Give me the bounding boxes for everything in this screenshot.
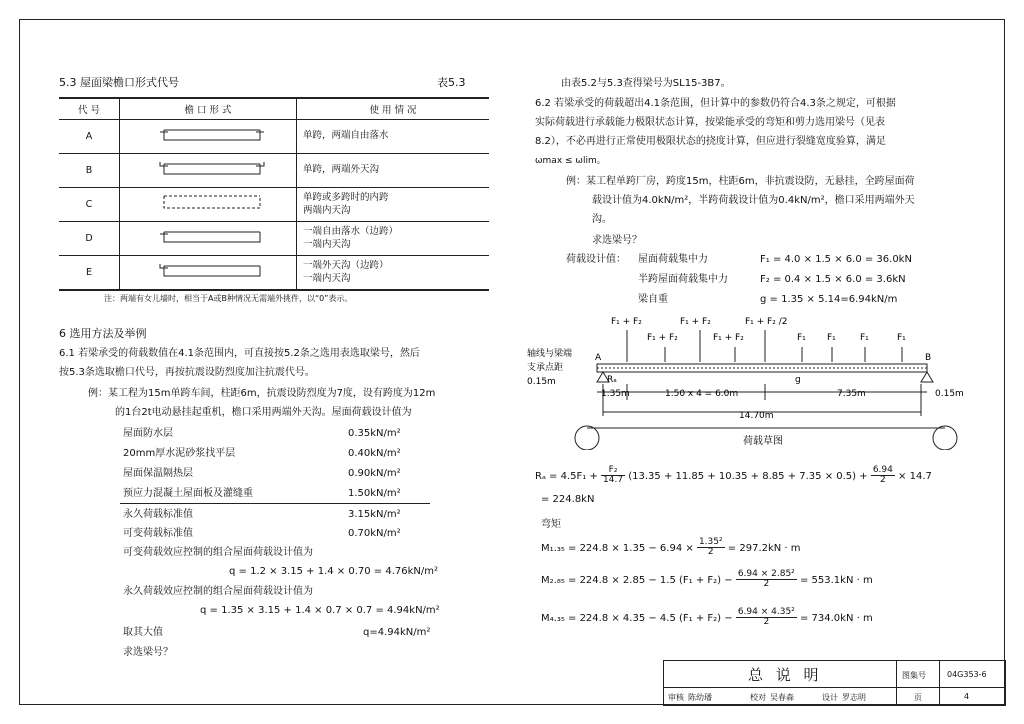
comb2-label: 永久荷载效应控制的组合屋面荷载设计值为 (123, 586, 313, 597)
dim-7-35: 7.35m (837, 389, 866, 399)
denominator: 2 (763, 579, 770, 590)
fraction (736, 570, 797, 590)
row-usage (297, 188, 490, 222)
usage-line: 单跨或多跨时的内跨 (303, 192, 389, 204)
g-label: 梁自重 (638, 294, 668, 305)
eq-part: × 14.7 (898, 470, 932, 482)
denominator: 2 (707, 547, 714, 558)
tb-check-name: 吴春森 (770, 693, 794, 702)
tb-design-label: 设计 (822, 693, 838, 702)
eave-sketch (120, 256, 297, 291)
comb2-equation: q = 1.35 × 3.15 + 1.4 × 0.7 × 0.7 = 4.94kN/m² (200, 605, 440, 616)
axis-circle-left (575, 426, 599, 450)
title-block (663, 660, 1006, 706)
ex2-line1: 例：某工程单跨厂房，跨度15m，柱距6m，非抗震设防，无悬挂，全跨屋面荷 (566, 176, 915, 187)
left-dim: 0.15m (527, 377, 556, 387)
f2-label: 半跨屋面荷载集中力 (638, 274, 728, 285)
tb-design-name: 罗志明 (842, 693, 866, 702)
force-label: F₁ + F₂ /2 (745, 317, 788, 327)
fraction (871, 466, 895, 486)
load-label: 预应力混凝土屋面板及灌缝重 (123, 488, 253, 499)
load-label: 20mm厚水泥砂浆找平层 (123, 448, 236, 459)
p62-line4: ωmax ≤ ωlim。 (535, 156, 606, 166)
tb-review-name: 陈幼璠 (688, 693, 712, 702)
diagram-caption: 荷载草图 (743, 436, 783, 447)
table-header-row (59, 98, 489, 120)
row-code: B (59, 154, 120, 188)
max-value: q=4.94kN/m² (363, 627, 431, 638)
force-label: F₁ (797, 333, 806, 343)
row-usage (297, 256, 490, 291)
example-line2: 的1台2t电动悬挂起重机，檐口采用两端外天沟。屋面荷载设计值为 (115, 407, 412, 418)
eave-sketch-c (120, 188, 296, 218)
table-note: 注：两端有女儿墙时，相当于A或B种情况无需端外挑件，以“0”表示。 (104, 294, 353, 303)
load-diagram (525, 312, 980, 450)
table-row (59, 256, 489, 291)
max-label: 取其大值 (123, 627, 163, 638)
denominator: 14.7 (603, 475, 624, 486)
eave-sketch-e (120, 256, 296, 286)
eave-sketch (120, 154, 297, 188)
tb-check-label: 校对 (750, 693, 766, 702)
ask-line: 求选梁号？ (123, 647, 173, 658)
tb-title: 总 说 明 (748, 666, 823, 684)
sum-divider (120, 503, 430, 504)
eq-part: = 734.0kN · m (799, 612, 873, 624)
p62-line2: 实际荷载进行承载能力极限状态计算，按梁能承受的弯矩和剪力选用梁号（见表 (535, 117, 885, 128)
force-label: F₁ + F₂ (713, 333, 744, 343)
table-number: 表5.3 (437, 76, 466, 89)
load-value: 0.40kN/m² (348, 448, 401, 459)
numerator: 6.94 × 2.85² (737, 569, 795, 579)
row-usage (297, 222, 490, 256)
support-b (921, 372, 933, 382)
eq-part: = 297.2kN · m (727, 542, 801, 554)
f1-equation: F₁ = 4.0 × 1.5 × 6.0 = 36.0kN (760, 254, 912, 265)
table-row (59, 222, 489, 256)
left-note-2: 支承点距 (527, 363, 564, 373)
tb-divider (896, 661, 897, 705)
dim-total: 14.70m (739, 411, 774, 421)
row-usage (297, 120, 490, 154)
table-row (59, 120, 489, 154)
numerator: F₂ (601, 466, 625, 476)
force-label: F₁ + F₂ (680, 317, 711, 327)
dim-1-35: 1.35m (601, 389, 630, 399)
var-label: 可变荷载标准值 (123, 528, 193, 539)
header-code: 代 号 (59, 98, 120, 120)
tb-page-no: 4 (964, 692, 970, 701)
f1-label: 屋面荷载集中力 (638, 254, 708, 265)
numerator: 1.35² (698, 537, 723, 547)
load-label: 屋面保温隔热层 (123, 468, 193, 479)
section-6-heading: 6 选用方法及举例 (59, 327, 147, 340)
eq-part: M₁.₃₅ = 224.8 × 1.35 − 6.94 × (541, 542, 694, 554)
numerator: 6.94 (872, 465, 893, 475)
var-value: 0.70kN/m² (348, 528, 401, 539)
f2-equation: F₂ = 0.4 × 1.5 × 6.0 = 3.6kN (760, 274, 906, 285)
eave-sketch-b (120, 154, 296, 184)
p62-line1: 6.2 若梁承受的荷载超出4.1条范围，但计算中的参数仍符合4.3条之规定，可根据 (535, 98, 896, 109)
usage-line: 一端内天沟 (303, 272, 351, 284)
row-code: C (59, 188, 120, 222)
p62-line3: 8.2），不必再进行正常使用极限状态的挠度计算，但应进行裂缝宽度验算，满足 (535, 136, 886, 147)
eave-sketch-d (120, 222, 296, 252)
ra-label: Rₐ (607, 375, 617, 385)
comb1-equation: q = 1.2 × 3.15 + 1.4 × 0.70 = 4.76kN/m² (229, 566, 439, 577)
force-label: F₁ + F₂ (611, 317, 642, 327)
force-label: F₁ (860, 333, 869, 343)
force-label: F₁ (827, 333, 836, 343)
denominator: 2 (879, 475, 886, 486)
tb-divider (939, 661, 940, 705)
eq-part: Rₐ = 4.5F₁ + (535, 470, 598, 482)
numerator: 6.94 × 4.35² (737, 607, 795, 617)
eave-sketch-a (120, 120, 296, 150)
row-code: E (59, 256, 120, 291)
right-line0: 由表5.2与5.3查得梁号为SL15-3B7。 (561, 78, 731, 89)
usage-line: 一端外天沟（边跨） (303, 260, 389, 272)
eq-part: = 553.1kN · m (799, 574, 873, 586)
tb-atlas-label: 图集号 (902, 671, 926, 680)
usage-line: 一端内天沟 (303, 238, 351, 250)
fraction (736, 608, 797, 628)
left-note-1: 轴线与梁端 (527, 349, 573, 359)
load-value: 0.35kN/m² (348, 428, 401, 439)
eq-part: M₂.₈₅ = 224.8 × 2.85 − 1.5 (F₁ + F₂) − (541, 574, 733, 586)
load-value: 1.50kN/m² (348, 488, 401, 499)
tb-page-label: 页 (914, 693, 922, 702)
eave-sketch (120, 188, 297, 222)
usage-line: 一端自由落水（边跨） (303, 226, 399, 238)
force-label: F₁ (897, 333, 906, 343)
load-value: 0.90kN/m² (348, 468, 401, 479)
ra-equation (535, 466, 932, 486)
example-line1: 例：某工程为15m单跨车间，柱距6m，抗震设防烈度为7度，设有跨度为12m (88, 388, 436, 399)
ra-result: = 224.8kN (541, 494, 595, 505)
section-5-3-title: 5.3 屋面梁檐口形式代号 (59, 76, 179, 89)
usage-line: 单跨，两端自由落水 (303, 130, 389, 142)
usage-line: 两端内天沟 (303, 204, 351, 216)
header-form: 檐 口 形 式 (120, 98, 297, 120)
eq-part: M₄.₃₅ = 224.8 × 4.35 − 4.5 (F₁ + F₂) − (541, 612, 733, 624)
p61-line1: 6.1 若梁承受的荷载数值在4.1条范围内，可直接按5.2条之选用表选取梁号，然后 (59, 348, 420, 359)
header-usage: 使 用 情 况 (297, 98, 490, 120)
usage-line: 单跨，两端外天沟 (303, 164, 380, 176)
tb-divider (664, 687, 1005, 688)
row-code: A (59, 120, 120, 154)
dim-mid: 1.50 x 4 = 6.0m (665, 389, 739, 399)
moment-label: 弯矩 (541, 519, 561, 530)
tb-review-label: 审核 (668, 693, 684, 702)
perm-value: 3.15kN/m² (348, 509, 401, 520)
m2-equation (541, 570, 873, 590)
fraction (601, 466, 625, 486)
table-row (59, 154, 489, 188)
table-row (59, 188, 489, 222)
m1-equation (541, 538, 801, 558)
row-code: D (59, 222, 120, 256)
fraction (697, 538, 725, 558)
ex2-ask: 求选梁号？ (592, 235, 642, 246)
m3-equation (541, 608, 873, 628)
point-b-label: B (925, 353, 932, 363)
tb-atlas-no: 04G353-6 (947, 670, 987, 679)
g-label: g (795, 375, 801, 385)
eave-sketch (120, 120, 297, 154)
eave-sketch (120, 222, 297, 256)
load-label: 屋面防水层 (123, 428, 173, 439)
ex2-line2: 载设计值为4.0kN/m²，半跨荷载设计值为0.4kN/m²，檐口采用两端外天 (592, 195, 915, 206)
axis-circle-right (933, 426, 957, 450)
p61-line2: 按5.3条选取檐口代号，再按抗震设防烈度加注抗震代号。 (59, 367, 315, 378)
eave-form-table (59, 97, 489, 291)
comb1-label: 可变荷载效应控制的组合屋面荷载设计值为 (123, 547, 313, 558)
perm-label: 永久荷载标准值 (123, 509, 193, 520)
ex2-line3: 沟。 (592, 214, 612, 225)
denominator: 2 (763, 617, 770, 628)
design-label: 荷载设计值： (566, 254, 626, 265)
eq-part: (13.35 + 11.85 + 10.35 + 8.85 + 7.35 × 0.5) + (628, 470, 868, 482)
right-dim: 0.15m (935, 389, 964, 399)
force-label: F₁ + F₂ (647, 333, 678, 343)
point-a-label: A (595, 353, 602, 363)
row-usage (297, 154, 490, 188)
g-equation: g = 1.35 × 5.14=6.94kN/m (760, 294, 898, 305)
